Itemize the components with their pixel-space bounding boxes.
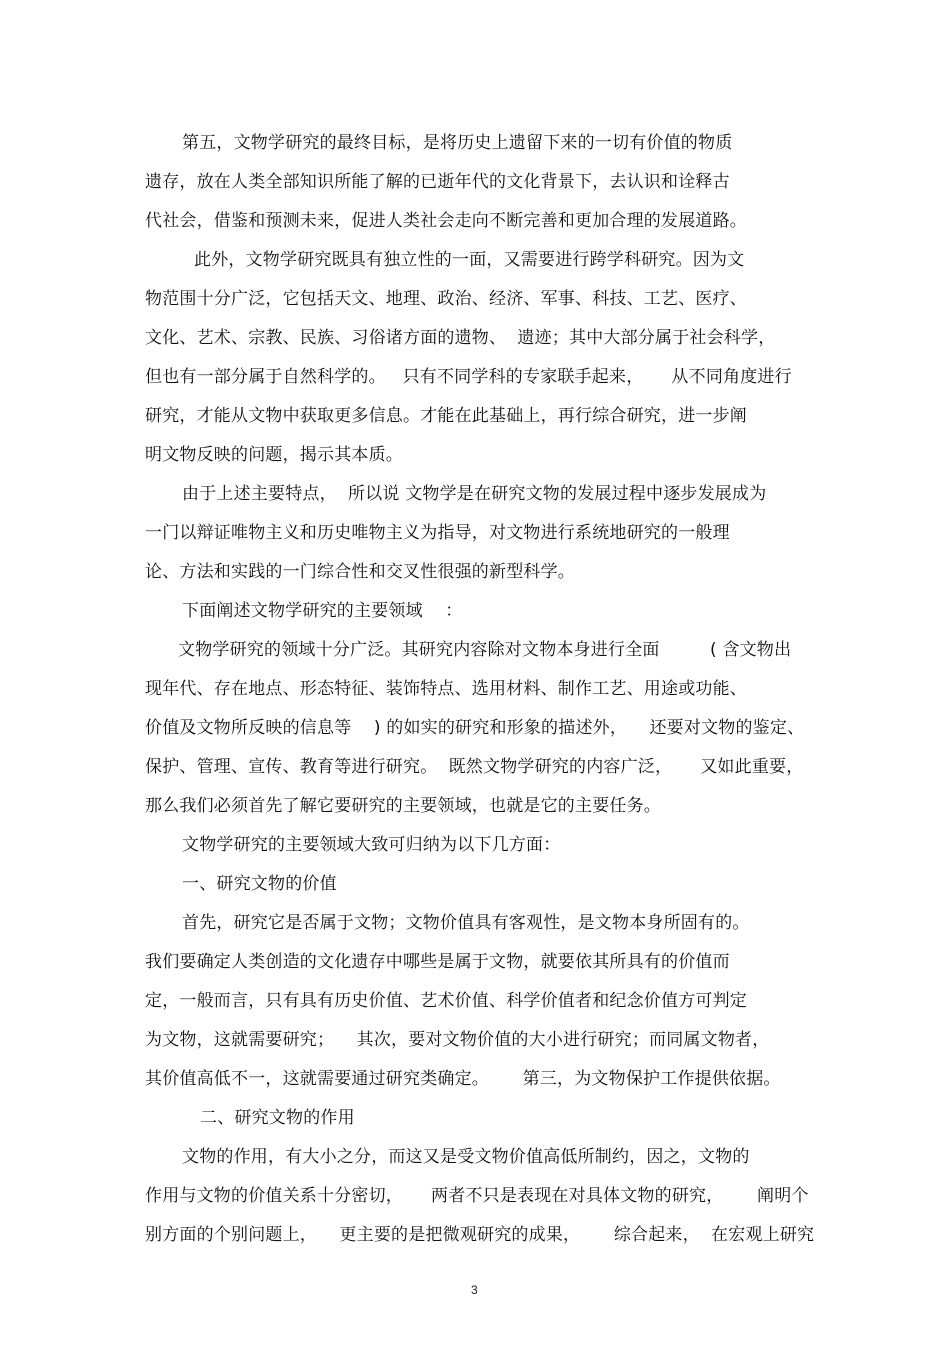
text-line: 由于上述主要特点， 所以说 文物学是在研究文物的发展过程中逐步发展成为 — [182, 484, 767, 504]
text-line: 但也有一部分属于自然科学的。 只有不同学科的专家联手起来， 从不同角度进行 — [145, 367, 792, 387]
page-number: 3 — [471, 1283, 478, 1297]
text-line: 明文物反映的问题，揭示其本质。 — [145, 445, 403, 465]
section-heading: 一、研究文物的价值 — [182, 874, 337, 894]
text-line: 价值及文物所反映的信息等 ) 的如实的研究和形象的描述外， 还要对文物的鉴定、 — [145, 718, 805, 738]
text-line: 其价值高低不一，这就需要通过研究类确定。 第三，为文物保护工作提供依据。 — [145, 1069, 781, 1089]
text-line: 定，一般而言，只有具有历史价值、艺术价值、科学价值者和纪念价值方可判定 — [145, 991, 747, 1011]
text-line: 第五，文物学研究的最终目标，是将历史上遗留下来的一切有价值的物质 — [182, 133, 733, 153]
text-line: 文物的作用，有大小之分，而这又是受文物价值高低所制约，因之，文物的 — [182, 1147, 750, 1167]
section-heading: 二、研究文物的作用 — [200, 1108, 355, 1128]
text-line: 作用与文物的价值关系十分密切， 两者不只是表现在对具体文物的研究， 阐明个 — [145, 1186, 809, 1206]
text-line: 下面阐述文物学研究的主要领域 ： — [182, 601, 463, 621]
text-line: 物范围十分广泛，它包括天文、地理、政治、经济、军事、科技、工艺、医疗、 — [145, 289, 747, 309]
text-line: 遗存，放在人类全部知识所能了解的已逝年代的文化背景下，去认识和诠释古 — [145, 172, 730, 192]
text-line: 代社会，借鉴和预测未来，促进人类社会走向不断完善和更加合理的发展道路。 — [145, 211, 747, 231]
text-line: 现年代、存在地点、形态特征、装饰特点、选用材料、制作工艺、用途或功能、 — [145, 679, 747, 699]
text-line: 为文物，这就需要研究； 其次，要对文物价值的大小进行研究；而同属文物者， — [145, 1030, 770, 1050]
text-line: 别方面的个别问题上， 更主要的是把微观研究的成果， 综合起来， 在宏观上研究 — [145, 1225, 815, 1245]
text-line: 保护、管理、宣传、教育等进行研究。 既然文物学研究的内容广泛， 又如此重要， — [145, 757, 804, 777]
text-line: 我们要确定人类创造的文化遗存中哪些是属于文物，就要依其所具有的价值而 — [145, 952, 730, 972]
text-line: 论、方法和实践的一门综合性和交叉性很强的新型科学。 — [145, 562, 575, 582]
text-line: 文物学研究的主要领域大致可归纳为以下几方面： — [182, 835, 561, 855]
text-line: 文物学研究的领域十分广泛。其研究内容除对文物本身进行全面 ( 含文物出 — [178, 640, 792, 660]
text-line: 此外，文物学研究既具有独立性的一面，又需要进行跨学科研究。因为文 — [194, 250, 745, 270]
text-line: 那么我们必须首先了解它要研究的主要领域，也就是它的主要任务。 — [145, 796, 661, 816]
text-line: 文化、艺术、宗教、民族、习俗诸方面的遗物、 遗迹；其中大部分属于社会科学， — [145, 328, 776, 348]
text-line: 研究，才能从文物中获取更多信息。才能在此基础上，再行综合研究，进一步阐 — [145, 406, 747, 426]
text-line: 一门以辩证唯物主义和历史唯物主义为指导，对文物进行系统地研究的一般理 — [145, 523, 730, 543]
text-line: 首先，研究它是否属于文物；文物价值具有客观性，是文物本身所固有的。 — [182, 913, 750, 933]
